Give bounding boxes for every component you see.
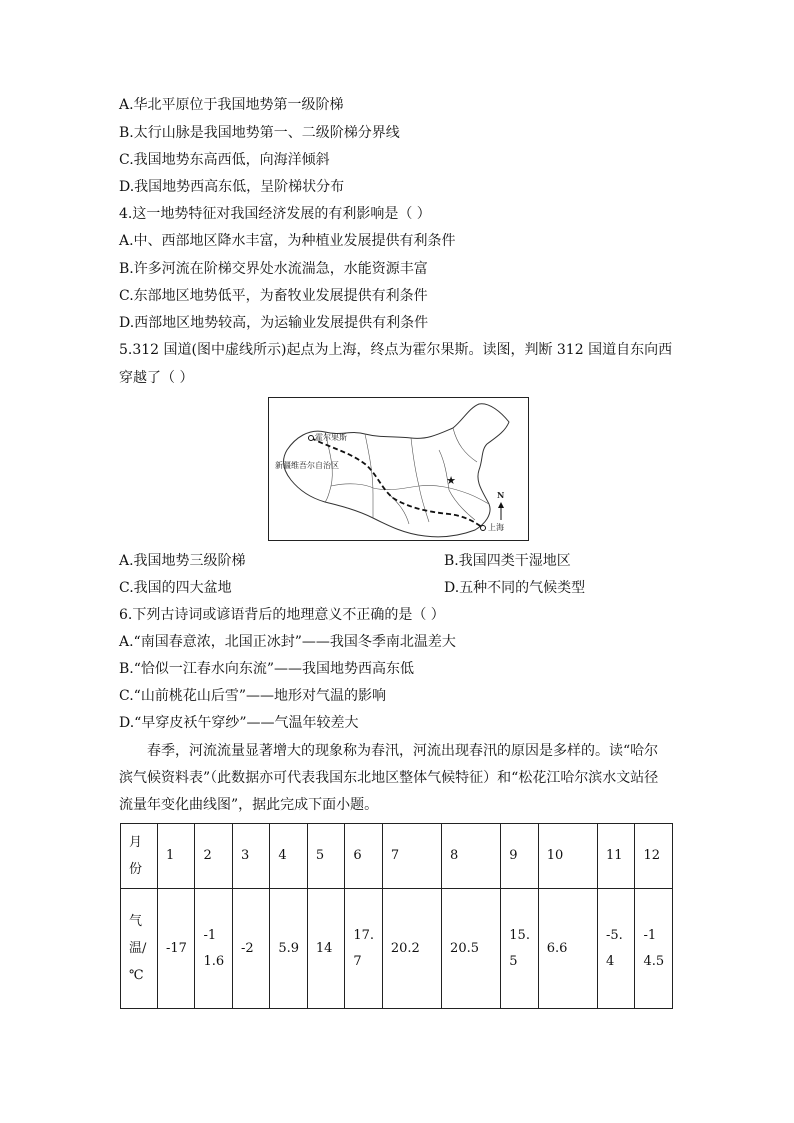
route-312-map bbox=[268, 397, 529, 541]
q6-stem: 6.下列古诗词或谚语背后的地理意义不正确的是（ ） bbox=[119, 607, 445, 623]
table-cell-temp: -14.5 bbox=[635, 889, 673, 1009]
table-cell-month: 4 bbox=[270, 824, 307, 889]
table-row-months bbox=[121, 824, 673, 889]
table-cell-month: 10 bbox=[538, 824, 597, 889]
table-cell-month: 12 bbox=[635, 824, 673, 889]
q3-option-a: A.华北平原位于我国地势第一级阶梯 bbox=[119, 97, 344, 113]
q5-stem-line1: 5.312 国道(图中虚线所示)起点为上海，终点为霍尔果斯。读图，判断 312 国道自东向西 bbox=[119, 342, 673, 358]
table-cell-temp: 15.5 bbox=[501, 889, 538, 1009]
q6-option-d: D.“早穿皮袄午穿纱”——气温年较差大 bbox=[119, 715, 359, 731]
table-cell-temp: 14 bbox=[307, 889, 344, 1009]
svg-text:★: ★ bbox=[446, 474, 456, 487]
map-label-start: 霍尔果斯 bbox=[315, 433, 347, 442]
table-header-temperature: 气温/℃ bbox=[121, 889, 158, 1009]
harbin-climate-table bbox=[120, 823, 673, 1009]
table-header-month: 月份 bbox=[121, 824, 158, 889]
table-cell-temp: 5.9 bbox=[270, 889, 307, 1009]
q5-option-b: B.我国四类干湿地区 bbox=[444, 553, 571, 569]
q4-option-c: C.东部地区地势低平，为畜牧业发展提供有利条件 bbox=[119, 288, 428, 304]
table-cell-temp: 6.6 bbox=[538, 889, 597, 1009]
table-cell-month: 5 bbox=[307, 824, 344, 889]
passage-line-1: 春季，河流流量显著增大的现象称为春汛，河流出现春汛的原因是多样的。读“哈尔 bbox=[147, 743, 659, 759]
map-label-end: 上海 bbox=[488, 523, 504, 532]
q5-stem-line2: 穿越了（ ） bbox=[119, 370, 194, 386]
table-cell-month: 6 bbox=[345, 824, 382, 889]
table-row-temperature bbox=[121, 889, 673, 1009]
table-cell-month: 8 bbox=[442, 824, 501, 889]
q4-option-d: D.西部地区地势较高，为运输业发展提供有利条件 bbox=[119, 315, 429, 331]
q5-option-d: D.五种不同的气候类型 bbox=[444, 580, 586, 596]
q4-stem: 4.这一地势特征对我国经济发展的有利影响是（ ） bbox=[119, 206, 431, 222]
table-cell-month: 1 bbox=[158, 824, 195, 889]
north-arrow-label: N bbox=[497, 490, 505, 500]
q3-option-d: D.我国地势西高东低，呈阶梯状分布 bbox=[119, 179, 345, 195]
table-cell-temp: -2 bbox=[232, 889, 269, 1009]
passage-line-3: 流量年变化曲线图”，据此完成下面小题。 bbox=[119, 797, 379, 813]
table-cell-temp: -17 bbox=[158, 889, 195, 1009]
table-cell-temp: 20.2 bbox=[382, 889, 441, 1009]
map-label-region: 新疆维吾尔自治区 bbox=[275, 461, 339, 470]
table-cell-month: 9 bbox=[501, 824, 538, 889]
q5-option-c: C.我国的四大盆地 bbox=[119, 580, 232, 596]
table-cell-month: 2 bbox=[195, 824, 232, 889]
table-cell-month: 7 bbox=[382, 824, 441, 889]
table-cell-temp: -5.4 bbox=[597, 889, 634, 1009]
q3-option-c: C.我国地势东高西低，向海洋倾斜 bbox=[119, 152, 330, 168]
table-cell-month: 11 bbox=[597, 824, 634, 889]
q6-option-b: B.“恰似一江春水向东流”——我国地势西高东低 bbox=[119, 661, 415, 677]
table-cell-temp: 20.5 bbox=[442, 889, 501, 1009]
table-cell-temp: 17.7 bbox=[345, 889, 382, 1009]
q6-option-c: C.“山前桃花山后雪”——地形对气温的影响 bbox=[119, 688, 386, 704]
table-cell-temp: -11.6 bbox=[195, 889, 232, 1009]
q5-option-a: A.我国地势三级阶梯 bbox=[119, 553, 246, 569]
passage-line-2: 滨气候资料表”（此数据亦可代表我国东北地区整体气候特征）和“松花江哈尔滨水文站径 bbox=[119, 770, 659, 786]
table-cell-month: 3 bbox=[232, 824, 269, 889]
q4-option-b: B.许多河流在阶梯交界处水流湍急，水能资源丰富 bbox=[119, 261, 428, 277]
q6-option-a: A.“南国春意浓，北国正冰封”——我国冬季南北温差大 bbox=[119, 634, 456, 650]
q3-option-b: B.太行山脉是我国地势第一、二级阶梯分界线 bbox=[119, 125, 400, 141]
q4-option-a: A.中、西部地区降水丰富，为种植业发展提供有利条件 bbox=[119, 233, 456, 249]
